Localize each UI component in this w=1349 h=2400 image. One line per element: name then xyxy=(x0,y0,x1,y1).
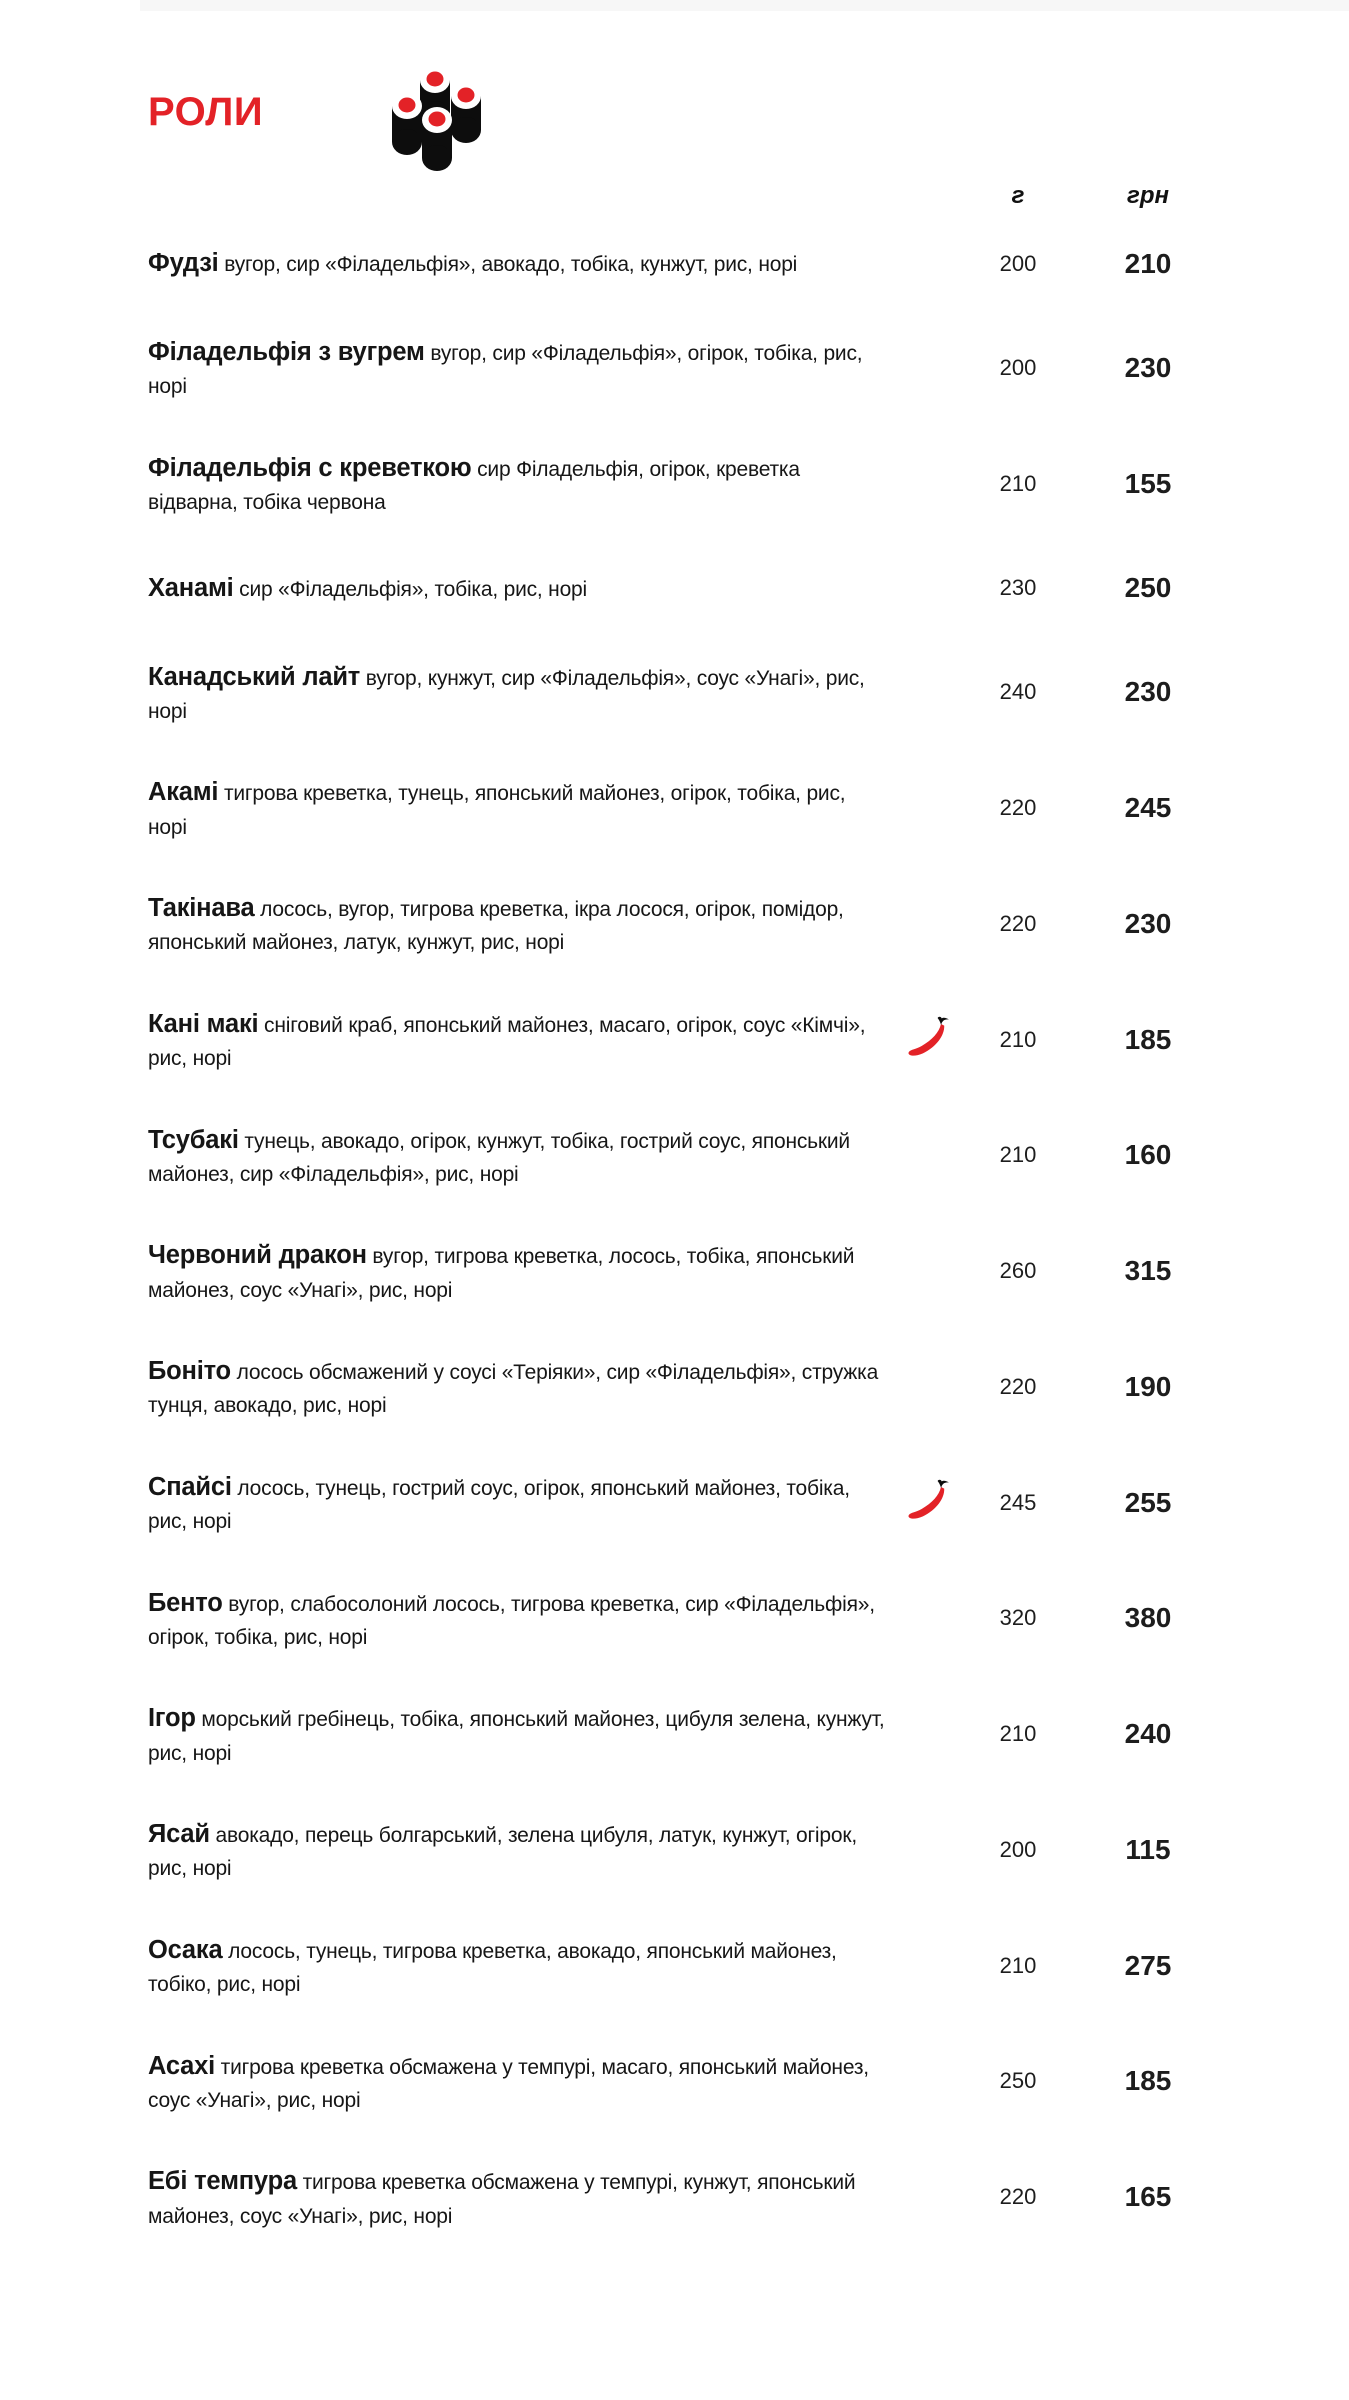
item-name: Ебі темпура xyxy=(148,2167,297,2196)
item-weight: 210 xyxy=(999,470,1037,496)
chili-pepper-icon xyxy=(898,1476,958,1530)
item-price: 250 xyxy=(1124,572,1172,603)
menu-item-row xyxy=(148,1815,1349,1885)
item-price: 275 xyxy=(1124,1949,1172,1981)
column-headers xyxy=(148,182,1349,210)
item-price: 240 xyxy=(1124,1718,1172,1750)
item-name: Асахі xyxy=(148,2051,216,2080)
item-name: Тсубакі xyxy=(148,1125,239,1154)
item-weight: 220 xyxy=(999,795,1037,821)
item-price: 380 xyxy=(1124,1602,1172,1634)
item-description: лосось, тунець, гострий соус, огірок, японський майонез, тобіка, рис, норі xyxy=(148,1476,850,1533)
item-name: Боніто xyxy=(148,1357,231,1385)
menu-item-row xyxy=(148,1699,1349,1769)
item-description: лосось, тунець, тигрова креветка, авокадо, японський майонез, тобіко, рис, норі xyxy=(148,1939,837,1996)
item-weight: 250 xyxy=(999,2068,1037,2094)
menu-item-row xyxy=(148,889,1349,959)
item-weight: 245 xyxy=(999,1489,1037,1515)
page-edge-artifact xyxy=(140,0,1349,11)
item-name: Бенто xyxy=(148,1588,223,1617)
item-price: 255 xyxy=(1124,1486,1172,1518)
menu-item-row xyxy=(148,1584,1349,1654)
item-name: Ясай xyxy=(148,1820,210,1848)
item-name: Осака xyxy=(148,1935,223,1964)
item-name: Філадельфія з вугрем xyxy=(148,338,425,366)
menu-item-row xyxy=(148,449,1349,519)
item-description: тигрова креветка, тунець, японський майонез, огірок, тобіка, рис, норі xyxy=(148,782,846,839)
menu-item-row xyxy=(148,1931,1349,2001)
item-description: вугор, слабосолоний лосось, тигрова креветка, сир «Філадельфія», огірок, тобіка, рис, норі xyxy=(148,1592,875,1649)
column-header-price: грн xyxy=(1127,182,1169,209)
item-weight: 240 xyxy=(999,679,1037,705)
chili-pepper-icon xyxy=(898,1013,958,1067)
menu-item-row xyxy=(148,240,1349,287)
menu-list xyxy=(148,240,1349,2232)
item-name: Кані макі xyxy=(148,1009,259,1038)
item-weight: 200 xyxy=(999,354,1037,380)
item-price: 155 xyxy=(1124,467,1172,499)
menu-item-row xyxy=(148,2047,1349,2117)
item-name: Акамі xyxy=(148,778,219,807)
item-name: Філадельфія с креветкою xyxy=(148,453,472,482)
item-description: вугор, сир «Філадельфія», огірок, тобіка, рис, норі xyxy=(148,342,863,399)
item-weight: 320 xyxy=(999,1605,1037,1631)
menu-item-row xyxy=(148,333,1349,403)
item-description: сніговий краб, японський майонез, масаго, огірок, соус «Кімчі», рис, норі xyxy=(148,1013,866,1070)
menu-item-row xyxy=(148,1005,1349,1075)
sushi-rolls-icon xyxy=(369,56,504,181)
menu-item-row xyxy=(148,1236,1349,1306)
item-weight: 220 xyxy=(999,2184,1037,2210)
item-description: вугор, сир «Філадельфія», авокадо, тобіка, кунжут, рис, норі xyxy=(224,253,798,277)
item-description: лосось обсмажений у соусі «Теріяки», сир «Філадельфія», стружка тунця, авокадо, рис, норі xyxy=(148,1361,879,1418)
item-weight: 200 xyxy=(999,1836,1037,1862)
item-weight: 220 xyxy=(999,1373,1037,1399)
item-description: сир «Філадельфія», тобіка, рис, норі xyxy=(239,577,588,601)
item-name: Такінава xyxy=(148,894,255,922)
item-weight: 260 xyxy=(999,1258,1037,1284)
item-description: тигрова креветка обсмажена у темпурі, масаго, японський майонез, соус «Унагі», рис, норі xyxy=(148,2055,869,2112)
page-title: РОЛИ xyxy=(148,90,264,134)
menu-item-row xyxy=(148,1352,1349,1422)
menu-item-row xyxy=(148,773,1349,843)
item-price: 160 xyxy=(1124,1139,1172,1171)
item-price: 230 xyxy=(1124,351,1172,383)
item-description: лосось, вугор, тигрова креветка, ікра лосося, огірок, помідор, японський майонез, латук, кунжут, рис, норі xyxy=(148,898,844,955)
column-header-weight: г xyxy=(1011,182,1025,209)
menu-item-row xyxy=(148,658,1349,728)
item-name: Спайсі xyxy=(148,1472,232,1501)
item-description: вугор, кунжут, сир «Філадельфія», соус «Унагі», рис, норі xyxy=(148,666,865,723)
item-price: 230 xyxy=(1124,907,1172,939)
menu-item-row xyxy=(148,1121,1349,1191)
item-name: Фудзі xyxy=(148,249,219,278)
menu-item-row xyxy=(148,565,1349,612)
item-price: 315 xyxy=(1124,1255,1172,1287)
item-weight: 210 xyxy=(999,1721,1037,1747)
item-name: Ігор xyxy=(148,1704,196,1733)
item-price: 210 xyxy=(1124,247,1172,279)
item-price: 185 xyxy=(1124,1023,1172,1055)
section-header xyxy=(148,56,1349,182)
item-name: Червоний дракон xyxy=(148,1241,367,1270)
item-description: авокадо, перець болгарський, зелена цибуля, латук, кунжут, огірок, рис, норі xyxy=(148,1824,857,1881)
item-price: 245 xyxy=(1124,792,1172,824)
item-description: морський гребінець, тобіка, японський майонез, цибуля зелена, кунжут, рис, норі xyxy=(148,1708,885,1765)
item-price: 230 xyxy=(1124,676,1172,708)
menu-item-row xyxy=(148,1468,1349,1538)
item-weight: 230 xyxy=(999,575,1037,600)
item-description: сир Філадельфія, огірок, креветка відварна, тобіка червона xyxy=(148,457,800,514)
item-weight: 200 xyxy=(999,250,1037,276)
item-name: Ханамі xyxy=(148,573,234,602)
item-weight: 210 xyxy=(999,1026,1037,1052)
item-description: вугор, тигрова креветка, лосось, тобіка, японський майонез, соус «Унагі», рис, норі xyxy=(148,1245,855,1302)
item-price: 190 xyxy=(1124,1370,1172,1402)
item-weight: 210 xyxy=(999,1142,1037,1168)
item-description: тигрова креветка обсмажена у темпурі, кунжут, японський майонез, соус «Унагі», рис, норі xyxy=(148,2171,856,2228)
item-name: Канадський лайт xyxy=(148,662,361,691)
item-price: 165 xyxy=(1124,2181,1172,2213)
menu-item-row xyxy=(148,2162,1349,2232)
item-description: тунець, авокадо, огірок, кунжут, тобіка, гострий соус, японський майонез, сир «Філадельфія», рис, норі xyxy=(148,1129,850,1186)
item-weight: 210 xyxy=(999,1952,1037,1978)
item-price: 115 xyxy=(1125,1833,1171,1865)
item-weight: 220 xyxy=(999,910,1037,936)
item-price: 185 xyxy=(1124,2065,1172,2097)
